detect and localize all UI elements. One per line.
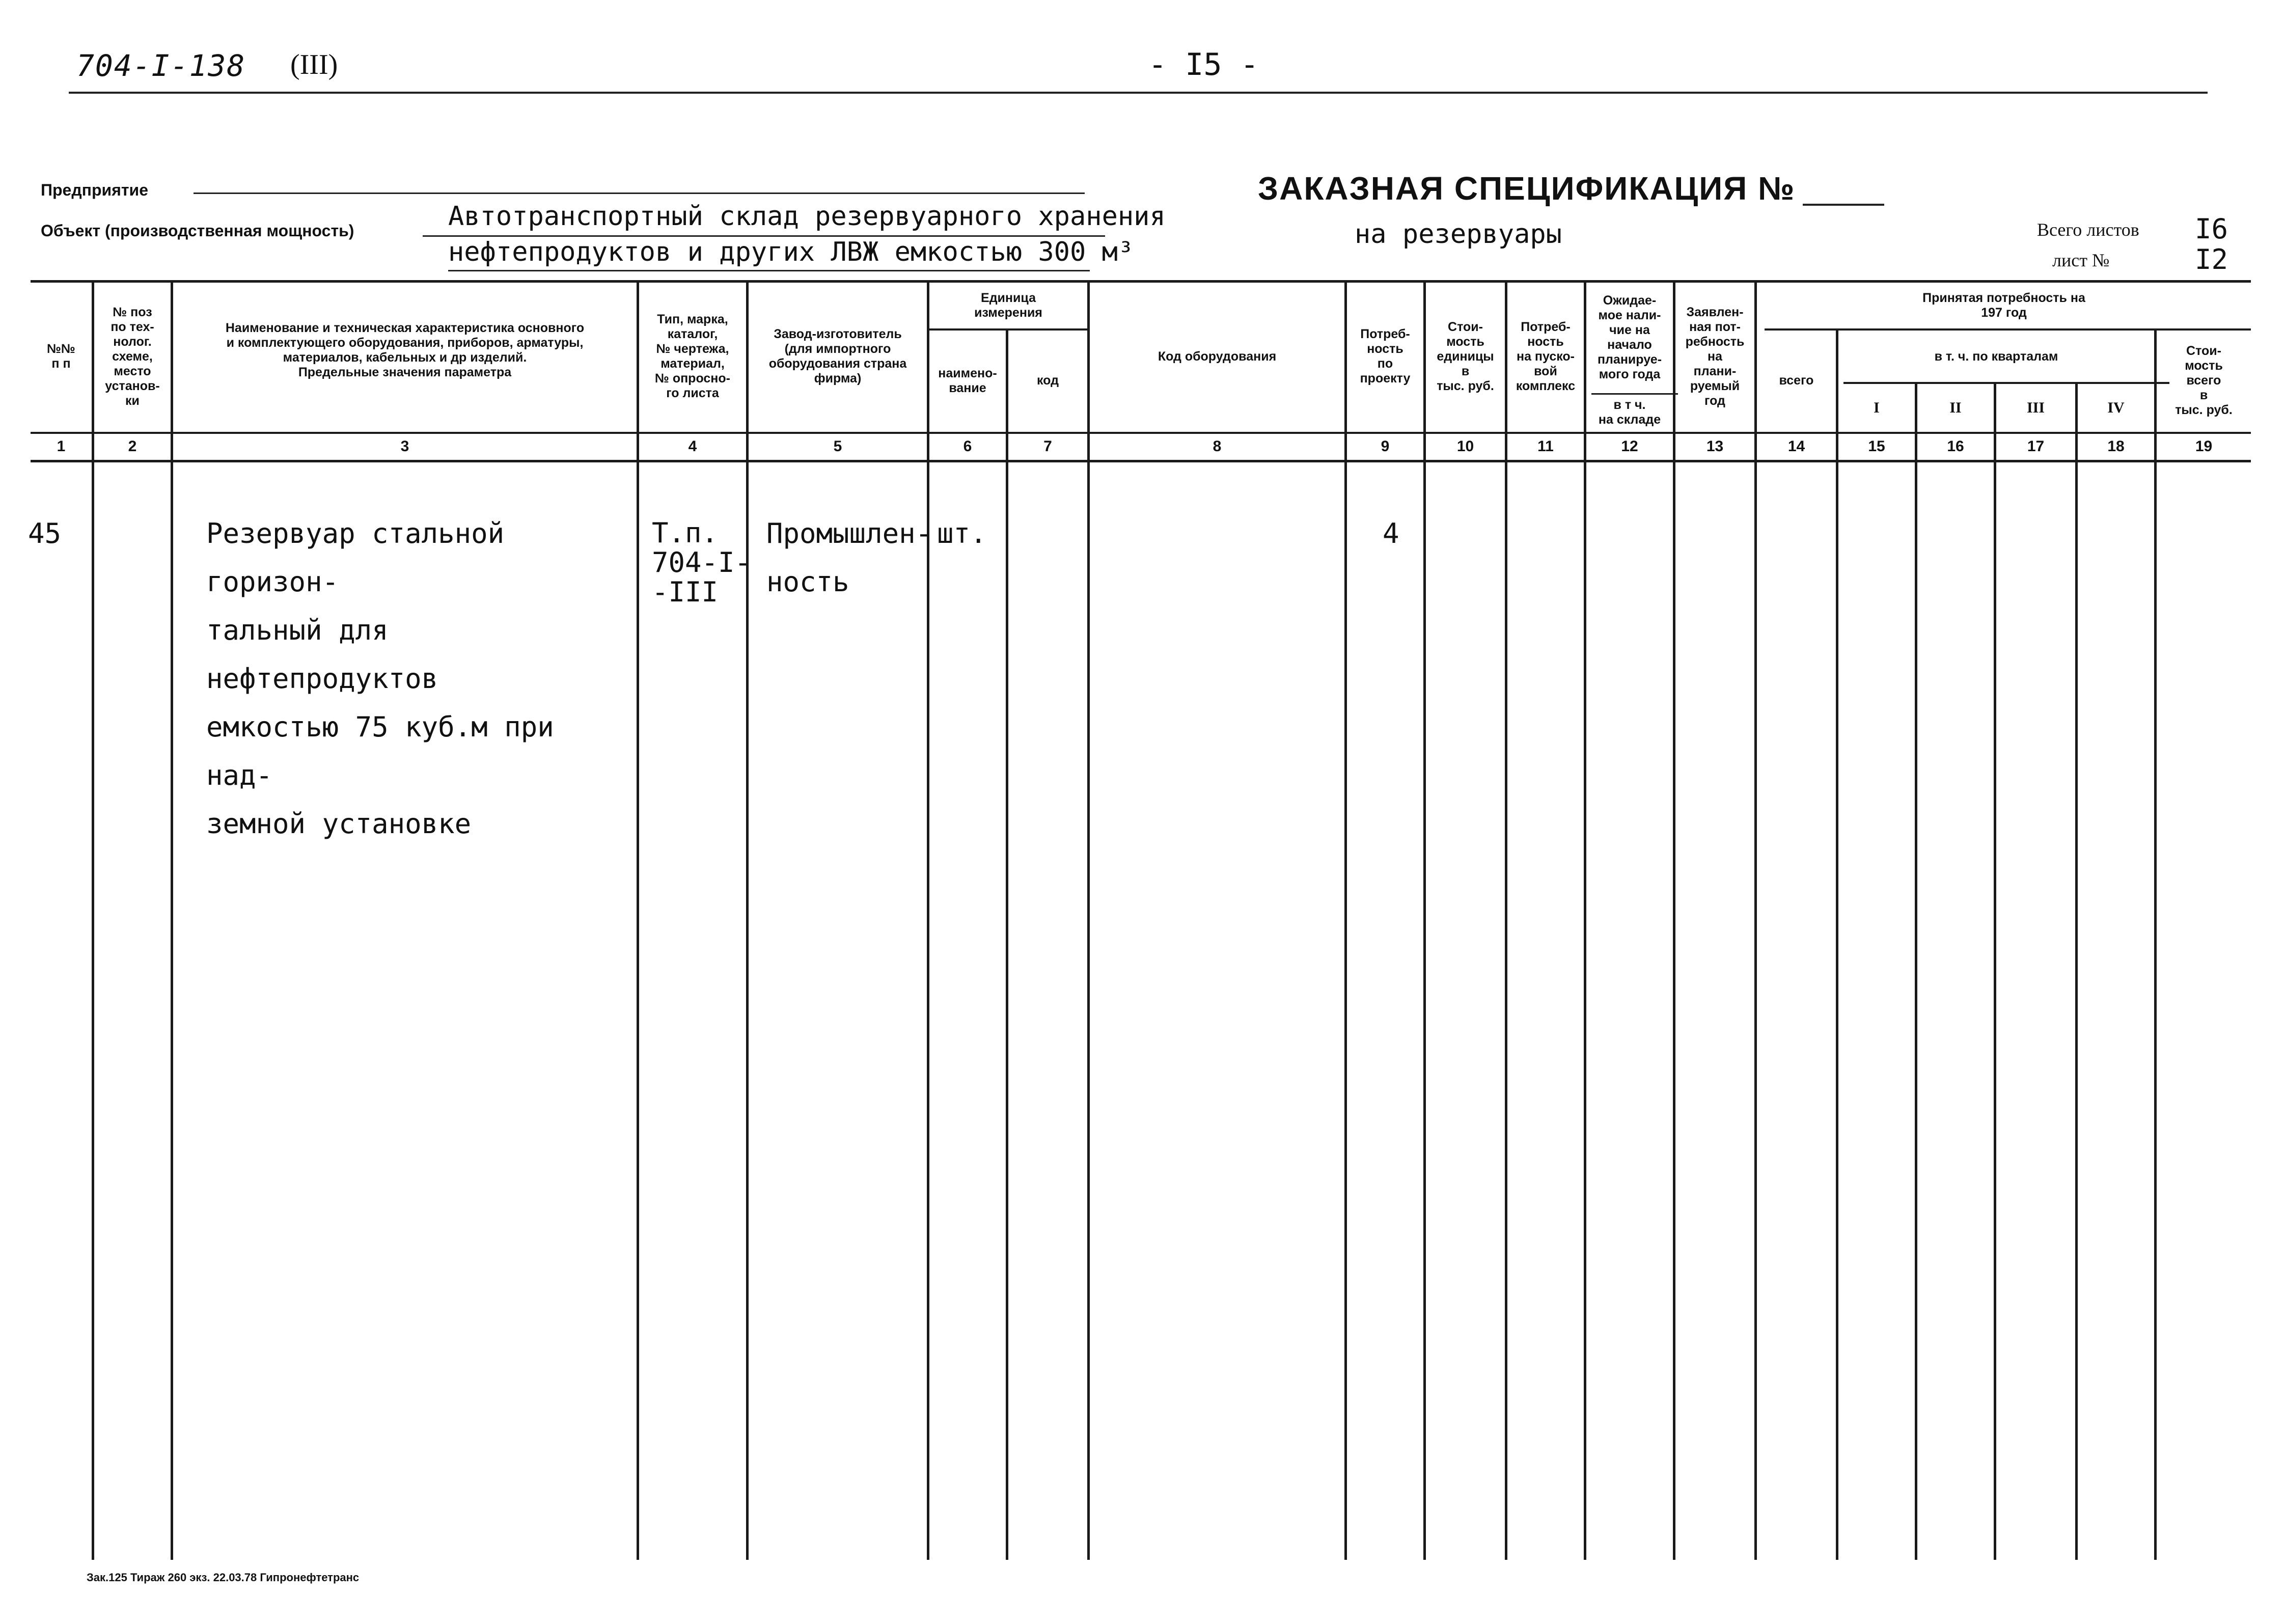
header-unit-group: Единица измерения bbox=[974, 291, 1042, 320]
quarters-group-divider bbox=[1843, 382, 2169, 384]
column-number: 19 bbox=[2195, 438, 2213, 455]
column-number: 4 bbox=[688, 438, 697, 455]
column-number: 8 bbox=[1213, 438, 1222, 455]
header-quarter-3: III bbox=[2026, 399, 2045, 416]
object-value-line1: Автотранспортный склад резервуарного хранения bbox=[448, 201, 1166, 232]
header-unit-name: наимено- вание bbox=[938, 366, 997, 395]
total-sheets-value: I6 bbox=[2195, 213, 2228, 245]
header-type: Тип, марка, каталог, № чертежа, материал, № опросно- го листа bbox=[655, 312, 730, 400]
col-line-12 bbox=[1673, 282, 1675, 1560]
header-quarter-2: II bbox=[1949, 399, 1962, 416]
column-number: 13 bbox=[1706, 438, 1724, 455]
column-number: 1 bbox=[57, 438, 66, 455]
document-code: 704-I-138 bbox=[76, 48, 246, 83]
column-number: 16 bbox=[1947, 438, 1964, 455]
row-number: 45 bbox=[28, 517, 62, 549]
header-name: Наименование и техническая характеристика основного и комплектующего оборудования, приборов, арматуры, материалов, кабельных и др изделий. Предельные значения параметра bbox=[225, 321, 585, 379]
sheet-value: I2 bbox=[2195, 243, 2228, 276]
col-line-16 bbox=[1994, 383, 1996, 1560]
sheet-label: лист № bbox=[2052, 250, 2110, 270]
header-total: всего bbox=[1779, 373, 1814, 388]
col-line-2 bbox=[171, 282, 173, 1560]
header-position: № поз по тех- нолог. схеме, место установ- ки bbox=[105, 305, 160, 408]
header-quarter-1: I bbox=[1874, 399, 1880, 416]
header-expected-stock: Ожидае- мое нали- чие на начало планируе- мого года bbox=[1597, 293, 1662, 381]
object-field-line2 bbox=[448, 270, 1090, 271]
column-number: 7 bbox=[1043, 438, 1052, 455]
header-row-number: №№ п п bbox=[47, 342, 75, 371]
header-rule bbox=[69, 92, 2208, 94]
page-number: - I5 - bbox=[1148, 47, 1259, 82]
row-item-name: Резервуар стальной горизон- тальный для нефтепродуктов емкостью 75 куб.м при над- земной установке bbox=[206, 517, 554, 840]
header-manufacturer: Завод-изготовитель (для импортного оборудования страна фирма) bbox=[768, 327, 907, 386]
column-number: 5 bbox=[833, 438, 842, 455]
column-number: 12 bbox=[1621, 438, 1638, 455]
spec-number-line bbox=[1803, 204, 1884, 206]
print-footer: Зак.125 Тираж 260 экз. 22.03.78 Гипронефтетранс bbox=[87, 1571, 360, 1584]
col-line-18 bbox=[2154, 330, 2157, 1560]
col-line-4 bbox=[746, 282, 749, 1560]
header-project-need: Потреб- ность по проекту bbox=[1360, 327, 1411, 386]
col-line-14 bbox=[1836, 330, 1838, 1560]
header-declared-need: Заявлен- ная пот- ребность на плани- руемый год bbox=[1685, 305, 1745, 408]
col-line-13 bbox=[1754, 282, 1757, 1560]
column-number: 14 bbox=[1787, 438, 1805, 455]
col-line-7 bbox=[1087, 282, 1090, 1560]
column-number: 15 bbox=[1868, 438, 1885, 455]
column-number-border bbox=[31, 460, 2251, 462]
col-line-3 bbox=[637, 282, 639, 1560]
header-in-stock: в т ч. на складе bbox=[1598, 398, 1661, 427]
column-number: 2 bbox=[128, 438, 137, 455]
col-line-11 bbox=[1584, 282, 1586, 1560]
unit-group-divider bbox=[929, 328, 1087, 331]
enterprise-label: Предприятие bbox=[41, 181, 149, 199]
header-total-cost: Стои- мость всего в тыс. руб. bbox=[2175, 344, 2233, 417]
column-number: 6 bbox=[963, 438, 972, 455]
row-project-need: 4 bbox=[1383, 517, 1399, 549]
header-quarters-group: в т. ч. по кварталам bbox=[1934, 349, 2058, 364]
document-part: (III) bbox=[290, 49, 338, 80]
column-number: 10 bbox=[1456, 438, 1474, 455]
column-number: 17 bbox=[2027, 438, 2045, 455]
enterprise-field-line bbox=[194, 192, 1085, 194]
column-number: 9 bbox=[1381, 438, 1390, 455]
object-value-line2: нефтепродуктов и других ЛВЖ емкостью 300 м³ bbox=[448, 237, 1134, 267]
column-number: 3 bbox=[400, 438, 409, 455]
row-manufacturer: Промышлен- ность bbox=[766, 517, 932, 598]
col-line-17 bbox=[2075, 383, 2078, 1560]
col-line-8 bbox=[1344, 282, 1347, 1560]
header-accepted-group: Принятая потребность на 197 год bbox=[1922, 291, 2085, 320]
column-number: 18 bbox=[2107, 438, 2125, 455]
header-equipment-code: Код оборудования bbox=[1158, 349, 1277, 364]
col-line-10 bbox=[1505, 282, 1507, 1560]
col-line-15 bbox=[1915, 383, 1917, 1560]
spec-title: ЗАКАЗНАЯ СПЕЦИФИКАЦИЯ № bbox=[1258, 170, 1796, 207]
total-sheets-label: Всего листов bbox=[2037, 219, 2139, 240]
header-unit-cost: Стои- мость единицы в тыс. руб. bbox=[1437, 319, 1494, 393]
spec-subtitle: на резервуары bbox=[1355, 219, 1562, 250]
col-line-6 bbox=[1006, 330, 1008, 1560]
column-number: 11 bbox=[1537, 438, 1554, 455]
col-line-9 bbox=[1423, 282, 1426, 1560]
header-startup-need: Потреб- ность на пуско- вой комплекс bbox=[1516, 319, 1576, 393]
row-item-type: Т.п. 704-I- -III bbox=[652, 517, 752, 608]
object-label: Объект (производственная мощность) bbox=[41, 222, 354, 240]
header-unit-code: код bbox=[1037, 373, 1059, 388]
row-unit-name: шт. bbox=[937, 517, 987, 549]
col-line-1 bbox=[92, 282, 94, 1560]
col-line-5 bbox=[927, 282, 929, 1560]
header-quarter-4: IV bbox=[2107, 399, 2125, 416]
